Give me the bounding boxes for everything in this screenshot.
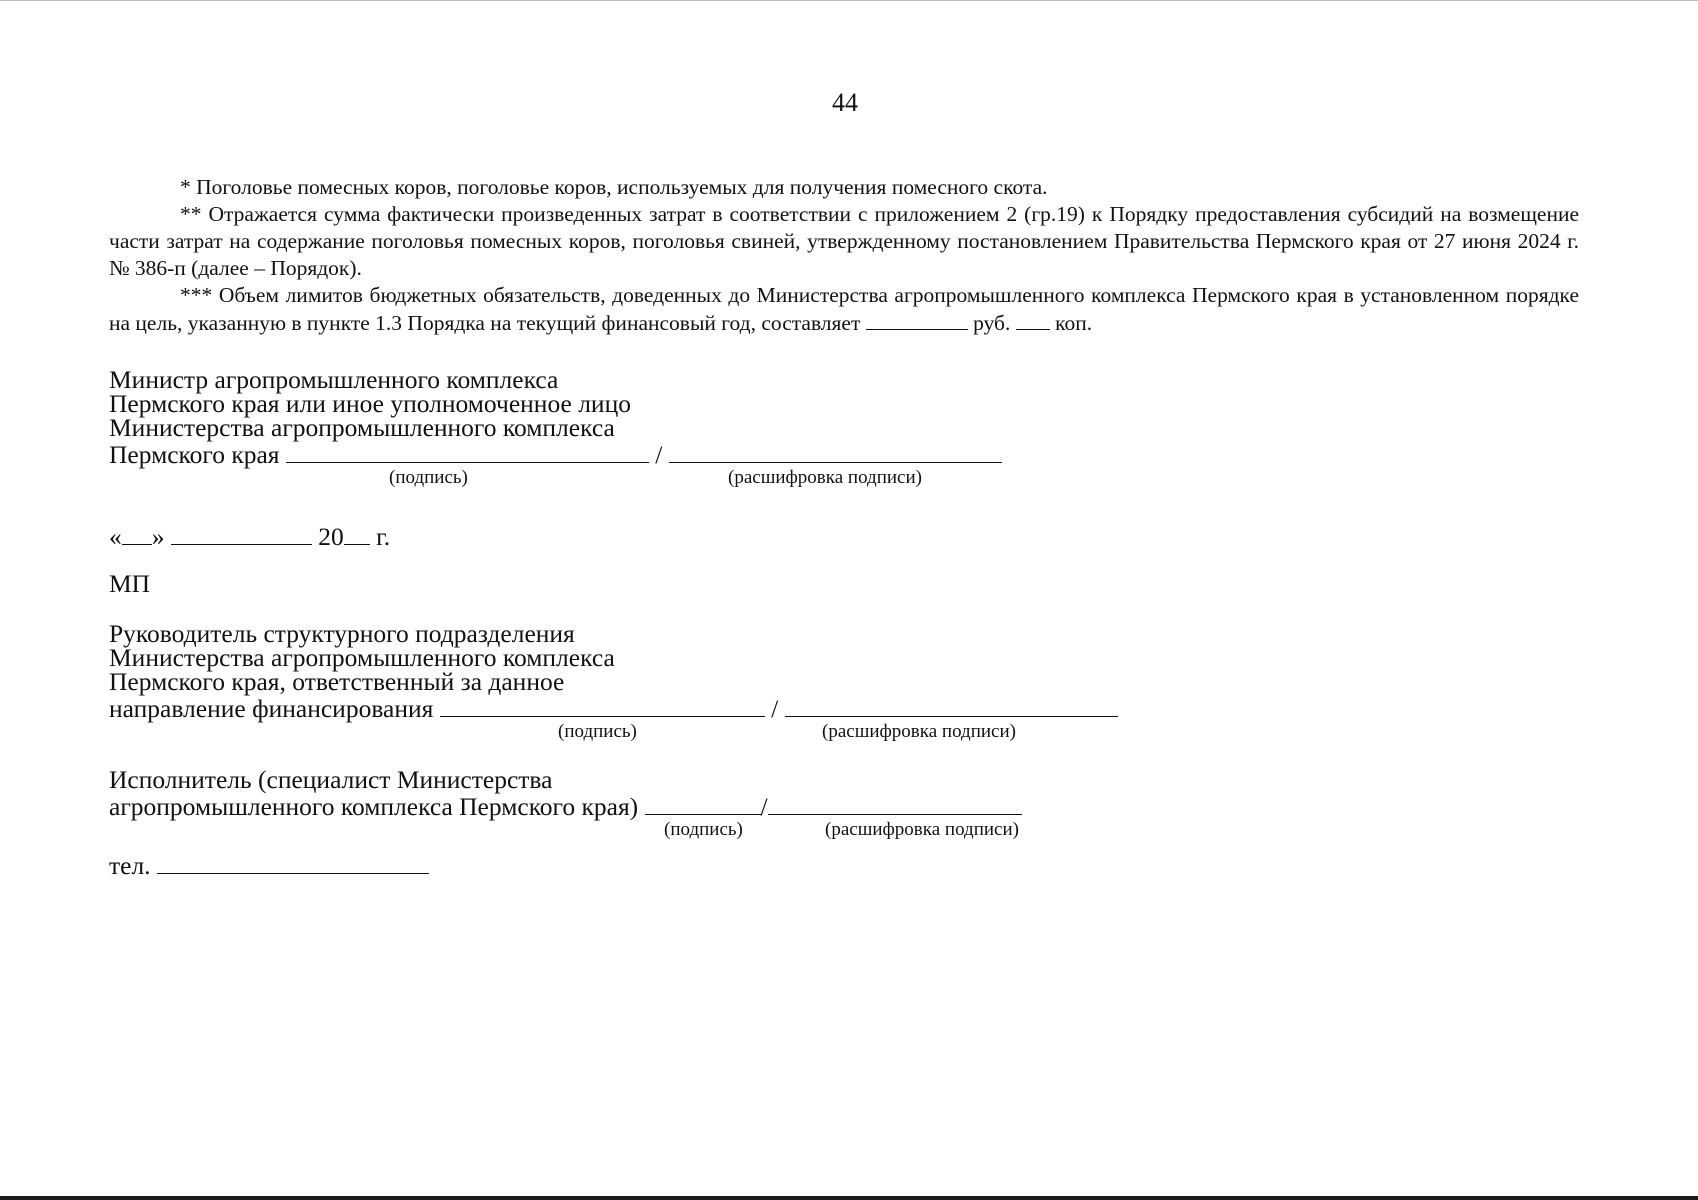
minister-decode-caption: (расшифровка подписи) bbox=[728, 467, 922, 488]
footnote-1: * Поголовье помесных коров, поголовье коров, используемых для получения помесного скота. bbox=[180, 175, 1048, 199]
minister-decode-line bbox=[669, 440, 1002, 463]
year-suffix: г. bbox=[376, 522, 391, 551]
head-line-4: направление финансирования bbox=[109, 694, 434, 723]
kop-label: коп. bbox=[1055, 311, 1093, 335]
head-decode-caption: (расшифровка подписи) bbox=[822, 721, 1016, 742]
head-signature-caption: (подпись) bbox=[558, 721, 637, 742]
executor-separator: / bbox=[760, 792, 768, 821]
year-prefix: 20 bbox=[318, 522, 344, 551]
minister-line-4: Пермского края bbox=[109, 440, 280, 469]
footnote-2: ** Отражается сумма фактически произведенных затрат в соответствии с приложением 2 (гр.19) к Порядку предоставления субсидий на возмещение части затрат на содержание поголовья помесных коров, поголовья свиней, утвержденному постановлением Правительства Пермского края от 27 июня 2024 г. № 386-п (далее – Порядок). bbox=[109, 202, 1579, 280]
date-open-quote: « bbox=[109, 522, 122, 551]
page-number: 44 bbox=[832, 88, 858, 117]
executor-line-1: Исполнитель (специалист Министерства bbox=[109, 765, 553, 794]
date-close-quote: » bbox=[151, 522, 165, 551]
footnote-3-text: *** Объем лимитов бюджетных обязательств, доведенных до Министерства агропромышленного комплекса Пермского края в установленном порядке на цель, указанную в пункте 1.3 Порядка на текущий финансовый год, составляет bbox=[109, 283, 1579, 335]
minister-line-1: Министр агропромышленного комплекса bbox=[109, 365, 559, 394]
phone-label: тел. bbox=[109, 851, 151, 880]
minister-line-3: Министерства агропромышленного комплекса bbox=[109, 413, 615, 442]
head-line-3: Пермского края, ответственный за данное bbox=[109, 667, 565, 696]
minister-signature-block bbox=[109, 365, 1002, 469]
minister-signature-line bbox=[286, 440, 649, 463]
day-blank bbox=[122, 522, 152, 545]
seal-placeholder: МП bbox=[109, 569, 151, 598]
head-line-4-row bbox=[109, 694, 1118, 721]
head-line-1: Руководитель структурного подразделения bbox=[109, 619, 575, 648]
head-decode-line bbox=[785, 694, 1118, 717]
rub-label: руб. bbox=[973, 311, 1011, 335]
rub-amount-blank bbox=[866, 309, 968, 330]
executor-line-2-row bbox=[109, 792, 1022, 819]
date-row bbox=[109, 522, 390, 550]
minister-signature-caption: (подпись) bbox=[389, 467, 468, 488]
kop-amount-blank bbox=[1016, 309, 1050, 330]
page-top-edge bbox=[0, 0, 1698, 1]
executor-line-2: агропромышленного комплекса Пермского края) bbox=[109, 792, 639, 821]
head-signature-block bbox=[109, 619, 1118, 723]
executor-decode-line bbox=[768, 792, 1022, 815]
minister-line-4-row bbox=[109, 440, 1002, 467]
minister-line-2: Пермского края или иное уполномоченное лицо bbox=[109, 389, 631, 418]
head-line-2: Министерства агропромышленного комплекса bbox=[109, 643, 615, 672]
phone-blank bbox=[157, 851, 429, 874]
executor-signature-caption: (подпись) bbox=[664, 819, 743, 840]
executor-signature-line bbox=[645, 792, 761, 815]
executor-decode-caption: (расшифровка подписи) bbox=[825, 819, 1019, 840]
month-blank bbox=[171, 522, 312, 545]
year-blank bbox=[344, 522, 370, 545]
executor-signature-block bbox=[109, 765, 1022, 821]
phone-row bbox=[109, 851, 429, 879]
head-signature-line bbox=[440, 694, 765, 717]
page-bottom-edge bbox=[0, 1196, 1698, 1200]
footnote-3 bbox=[109, 282, 1579, 337]
head-separator: / bbox=[771, 694, 779, 723]
footnotes bbox=[109, 174, 1579, 337]
minister-separator: / bbox=[655, 440, 663, 469]
